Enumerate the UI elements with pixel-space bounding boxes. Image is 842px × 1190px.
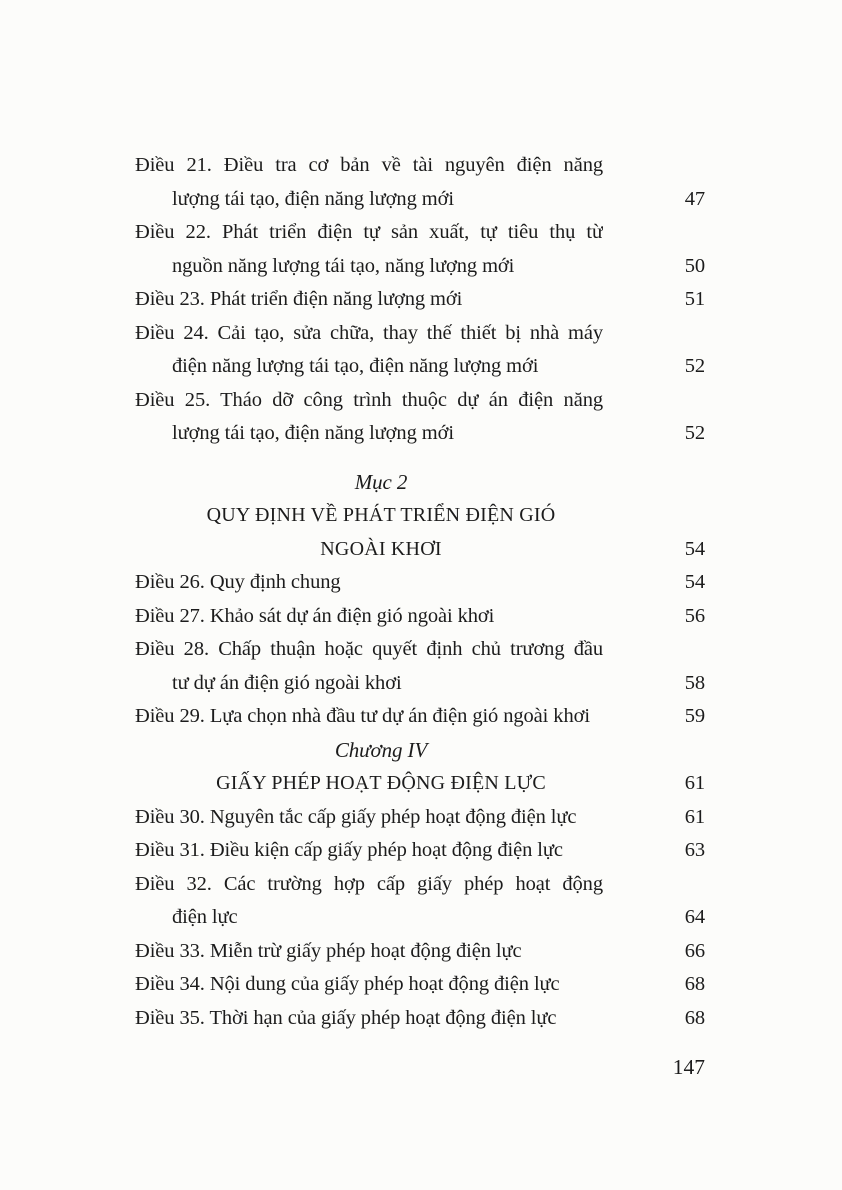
toc-line-text: Điều 27. Khảo sát dự án điện gió ngoài khơi (135, 604, 495, 627)
page-number: 58 (684, 671, 705, 694)
toc-line-text: Điều 26. Quy định chung (135, 571, 341, 593)
toc-line-text: Điều 24. Cải tạo, sửa chữa, thay thế thiết bị nhà máy (135, 321, 603, 344)
toc-entry-line (135, 600, 705, 634)
page-number: 68 (684, 973, 705, 995)
toc-line-text: GIẤY PHÉP HOẠT ĐỘNG ĐIỆN LỰC (216, 772, 546, 794)
toc-entry-line (135, 834, 705, 868)
toc-line-text: Điều 23. Phát triển điện năng lượng mới (135, 288, 463, 310)
toc-line-text: Mục 2 (354, 469, 408, 494)
page-number: 56 (684, 604, 705, 627)
toc-entry-line (135, 700, 705, 734)
toc-entry-continuation (135, 901, 705, 935)
toc-line-text: điện lực (172, 906, 238, 928)
toc-entry-line (135, 968, 705, 1002)
page-number: 68 (684, 1006, 705, 1029)
toc-entry-line (135, 384, 705, 418)
section-title (135, 533, 705, 567)
section-title (135, 767, 705, 801)
toc-line-text: Điều 35. Thời hạn của giấy phép hoạt động điện lực (135, 1006, 557, 1029)
toc-entry-continuation (135, 667, 705, 701)
toc-line-text: Điều 21. Điều tra cơ bản về tài nguyên điện năng (135, 154, 603, 176)
page-number: 59 (684, 705, 705, 727)
page-folio: 147 (672, 1055, 705, 1079)
section-label (135, 734, 705, 768)
toc-line-text: NGOÀI KHƠI (320, 537, 442, 560)
toc-entry-continuation (135, 417, 705, 451)
page-number: 51 (684, 288, 705, 310)
toc-line-text: tư dự án điện gió ngoài khơi (172, 671, 402, 694)
toc-line-text: điện năng lượng tái tạo, điện năng lượng mới (172, 355, 539, 377)
page-number: 64 (684, 906, 705, 928)
toc-line-text: Điều 32. Các trường hợp cấp giấy phép hoạt động (135, 872, 603, 895)
toc-entry-line (135, 317, 705, 351)
page-number: 66 (684, 939, 705, 962)
toc-line-text: Điều 31. Điều kiện cấp giấy phép hoạt động điện lực (135, 839, 563, 861)
toc-entry-line (135, 283, 705, 317)
page-number: 47 (684, 187, 705, 210)
page-number: 50 (684, 254, 705, 277)
toc-entry-line (135, 868, 705, 902)
page-number: 54 (684, 537, 705, 560)
page-number: 52 (684, 355, 705, 377)
toc-line-text: Điều 33. Miễn trừ giấy phép hoạt động điện lực (135, 939, 522, 962)
toc-entry-continuation (135, 183, 705, 217)
toc-line-text: Điều 30. Nguyên tắc cấp giấy phép hoạt động điện lực (135, 805, 577, 828)
toc-line-text: nguồn năng lượng tái tạo, năng lượng mới (172, 254, 515, 277)
toc-line-text: lượng tái tạo, điện năng lượng mới (172, 187, 454, 210)
toc-line-text: Điều 25. Tháo dỡ công trình thuộc dự án điện năng (135, 388, 603, 411)
page-number: 61 (684, 805, 705, 828)
section-title (135, 499, 705, 533)
toc (135, 149, 705, 1035)
toc-line-text: Điều 22. Phát triển điện tự sản xuất, tự tiêu thụ từ (135, 221, 603, 243)
toc-entry-line (135, 633, 705, 667)
toc-line-text: Điều 34. Nội dung của giấy phép hoạt động điện lực (135, 973, 560, 995)
page-number: 52 (684, 422, 705, 444)
toc-entry-line (135, 149, 705, 183)
page-number: 63 (684, 839, 705, 861)
toc-entry-line (135, 216, 705, 250)
toc-line-text: Điều 28. Chấp thuận hoặc quyết định chủ trương đầu (135, 638, 603, 660)
page-number: 61 (684, 772, 705, 794)
toc-entry-line (135, 1002, 705, 1036)
toc-entry-line (135, 801, 705, 835)
toc-entry-continuation (135, 350, 705, 384)
toc-line-text: Điều 29. Lựa chọn nhà đầu tư dự án điện gió ngoài khơi (135, 705, 590, 727)
toc-line-text: Chương IV (334, 737, 428, 762)
toc-entry-continuation (135, 250, 705, 284)
section-label (135, 466, 705, 500)
toc-entry-line (135, 935, 705, 969)
toc-line-text: QUY ĐỊNH VỀ PHÁT TRIỂN ĐIỆN GIÓ (206, 504, 556, 526)
page-number: 54 (684, 571, 705, 593)
toc-line-text: lượng tái tạo, điện năng lượng mới (172, 422, 454, 444)
toc-entry-line (135, 566, 705, 600)
